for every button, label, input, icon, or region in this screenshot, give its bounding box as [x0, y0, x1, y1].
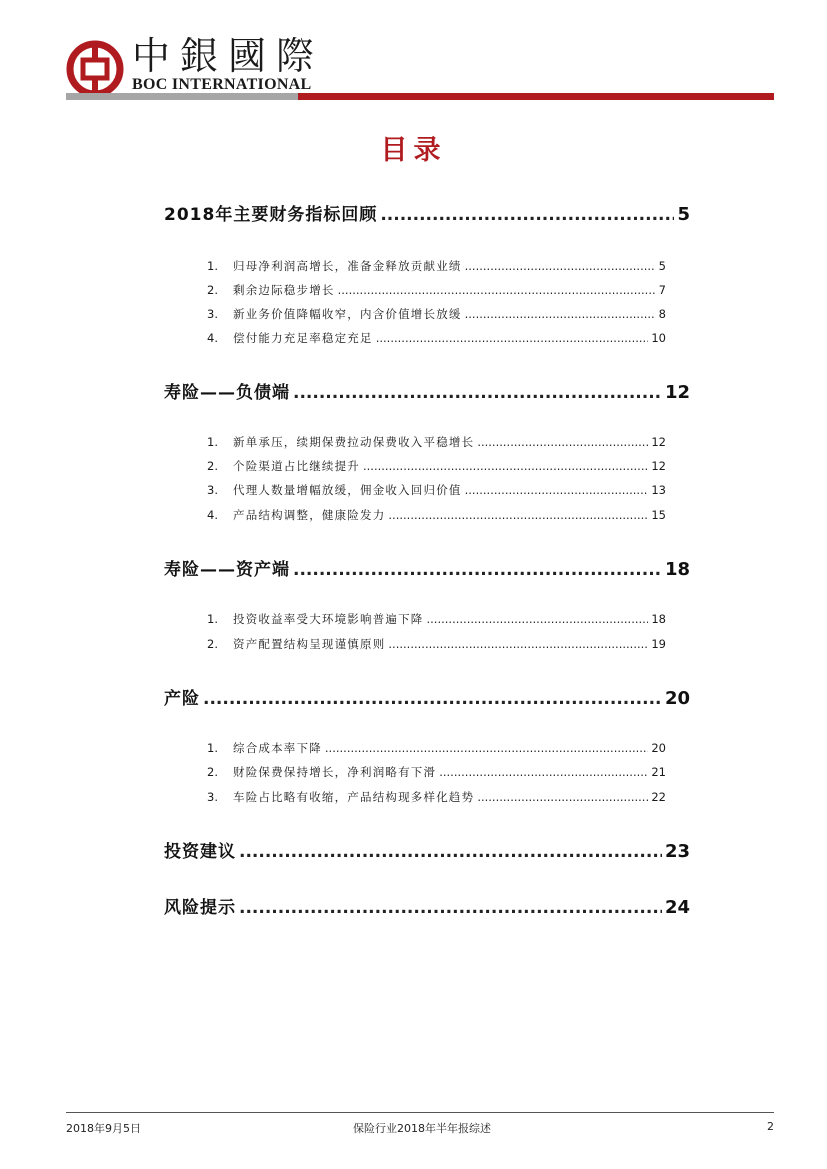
header-rule-red — [298, 93, 774, 100]
toc-item-page: 12 — [651, 459, 666, 473]
toc-leader — [239, 842, 662, 862]
toc-section-page: 12 — [664, 382, 690, 403]
toc-item-page: 20 — [651, 741, 666, 755]
toc-leader — [293, 383, 662, 403]
toc-leader — [203, 689, 662, 709]
toc-item-page: 12 — [651, 435, 666, 449]
toc-section[interactable] — [164, 684, 690, 709]
toc-item-page: 19 — [651, 637, 666, 651]
toc-item-label: 投资收益率受大环境影响普遍下降 — [233, 612, 424, 626]
toc-item-number: 1. — [207, 435, 218, 449]
toc-item-number: 3. — [207, 790, 218, 804]
toc-section-page: 20 — [664, 688, 690, 709]
toc-section-page: 5 — [677, 204, 690, 225]
toc-item-page: 15 — [651, 508, 666, 522]
toc-item-number: 4. — [207, 508, 218, 522]
toc-leader — [465, 483, 649, 497]
toc-item[interactable] — [207, 306, 666, 322]
toc-item-number: 2. — [207, 283, 218, 297]
boc-logo-icon — [66, 40, 124, 98]
toc-item-label: 新单承压，续期保费拉动保费收入平稳增长 — [233, 435, 475, 449]
toc-leader — [427, 612, 649, 626]
toc-item[interactable] — [207, 282, 666, 298]
toc-section-page: 23 — [664, 841, 690, 862]
toc-item-number: 1. — [207, 259, 218, 273]
toc-leader — [388, 637, 648, 651]
toc-section-label: 风险提示 — [164, 898, 236, 918]
toc-section[interactable] — [164, 555, 690, 580]
toc-item-number: 2. — [207, 459, 218, 473]
toc-item-label: 新业务价值降幅收窄，内含价值增长放缓 — [233, 307, 462, 321]
toc-section[interactable] — [164, 837, 690, 862]
toc-item-number: 4. — [207, 331, 218, 345]
toc-item-page: 8 — [658, 307, 666, 321]
toc-leader — [380, 205, 674, 225]
toc-item-page: 7 — [658, 283, 666, 297]
footer-rule — [66, 1112, 774, 1113]
toc-leader — [293, 560, 662, 580]
toc-item-number: 2. — [207, 637, 218, 651]
toc-leader — [439, 765, 648, 779]
footer-page-number: 2 — [767, 1120, 774, 1133]
logo-chinese-name: 中銀國際 — [132, 34, 325, 78]
toc-item-label: 偿付能力充足率稳定充足 — [233, 331, 373, 345]
toc-item-page: 10 — [651, 331, 666, 345]
toc-leader — [325, 741, 648, 755]
toc-item-label: 财险保费保持增长，净利润略有下滑 — [233, 765, 437, 779]
toc-leader — [465, 307, 656, 321]
toc-section[interactable] — [164, 378, 690, 403]
toc-leader — [363, 459, 648, 473]
toc-item[interactable] — [207, 507, 666, 523]
logo-english-name: BOC INTERNATIONAL — [132, 76, 312, 93]
toc-leader — [465, 259, 656, 273]
toc-item[interactable] — [207, 258, 666, 274]
toc-item-page: 13 — [651, 483, 666, 497]
toc-item-label: 代理人数量增幅放缓，佣金收入回归价值 — [233, 483, 462, 497]
toc-item-label: 剩余边际稳步增长 — [233, 283, 335, 297]
toc-item-page: 18 — [651, 612, 666, 626]
toc-item-page: 5 — [658, 259, 666, 273]
toc-item-label: 个险渠道占比继续提升 — [233, 459, 360, 473]
toc-section-label: 产险 — [164, 689, 200, 709]
toc-item-label: 综合成本率下降 — [233, 741, 322, 755]
toc-item[interactable] — [207, 636, 666, 652]
toc-leader — [388, 508, 648, 522]
toc-item-label: 资产配置结构呈现谨慎原则 — [233, 637, 386, 651]
report-header — [66, 34, 774, 104]
toc-item-page: 21 — [651, 765, 666, 779]
toc-item[interactable] — [207, 789, 666, 805]
toc-section-label: 寿险——资产端 — [164, 560, 290, 580]
toc-item-number: 3. — [207, 483, 218, 497]
toc-title: 目录 — [380, 135, 447, 166]
toc-item[interactable] — [207, 740, 666, 756]
footer-date: 2018年9月5日 — [66, 1122, 141, 1135]
toc-item[interactable] — [207, 330, 666, 346]
toc-leader — [477, 435, 648, 449]
toc-item[interactable] — [207, 458, 666, 474]
toc-section[interactable] — [164, 893, 690, 918]
toc-item[interactable] — [207, 764, 666, 780]
toc-item-page: 22 — [651, 790, 666, 804]
footer-report-title: 保险行业2018年半年报综述 — [353, 1122, 491, 1135]
toc-item-number: 3. — [207, 307, 218, 321]
toc-leader — [477, 790, 648, 804]
toc-item-number: 1. — [207, 612, 218, 626]
toc-section-page: 18 — [664, 559, 690, 580]
toc-item-number: 2. — [207, 765, 218, 779]
header-rule-grey — [66, 93, 298, 100]
toc-item-number: 1. — [207, 741, 218, 755]
toc-item[interactable] — [207, 434, 666, 450]
toc-item[interactable] — [207, 482, 666, 498]
toc-item-label: 产品结构调整，健康险发力 — [233, 508, 386, 522]
toc-leader — [338, 283, 656, 297]
toc-section-label: 寿险——负债端 — [164, 383, 290, 403]
toc-section-page: 24 — [664, 897, 690, 918]
toc-item-label: 车险占比略有收缩，产品结构现多样化趋势 — [233, 790, 475, 804]
toc-section-label: 2018年主要财务指标回顾 — [164, 205, 378, 225]
toc-leader — [376, 331, 649, 345]
toc-item-label: 归母净利润高增长，准备金释放贡献业绩 — [233, 259, 462, 273]
toc-leader — [239, 898, 662, 918]
toc-section[interactable] — [164, 200, 690, 225]
toc-item[interactable] — [207, 611, 666, 627]
toc-section-label: 投资建议 — [164, 842, 236, 862]
